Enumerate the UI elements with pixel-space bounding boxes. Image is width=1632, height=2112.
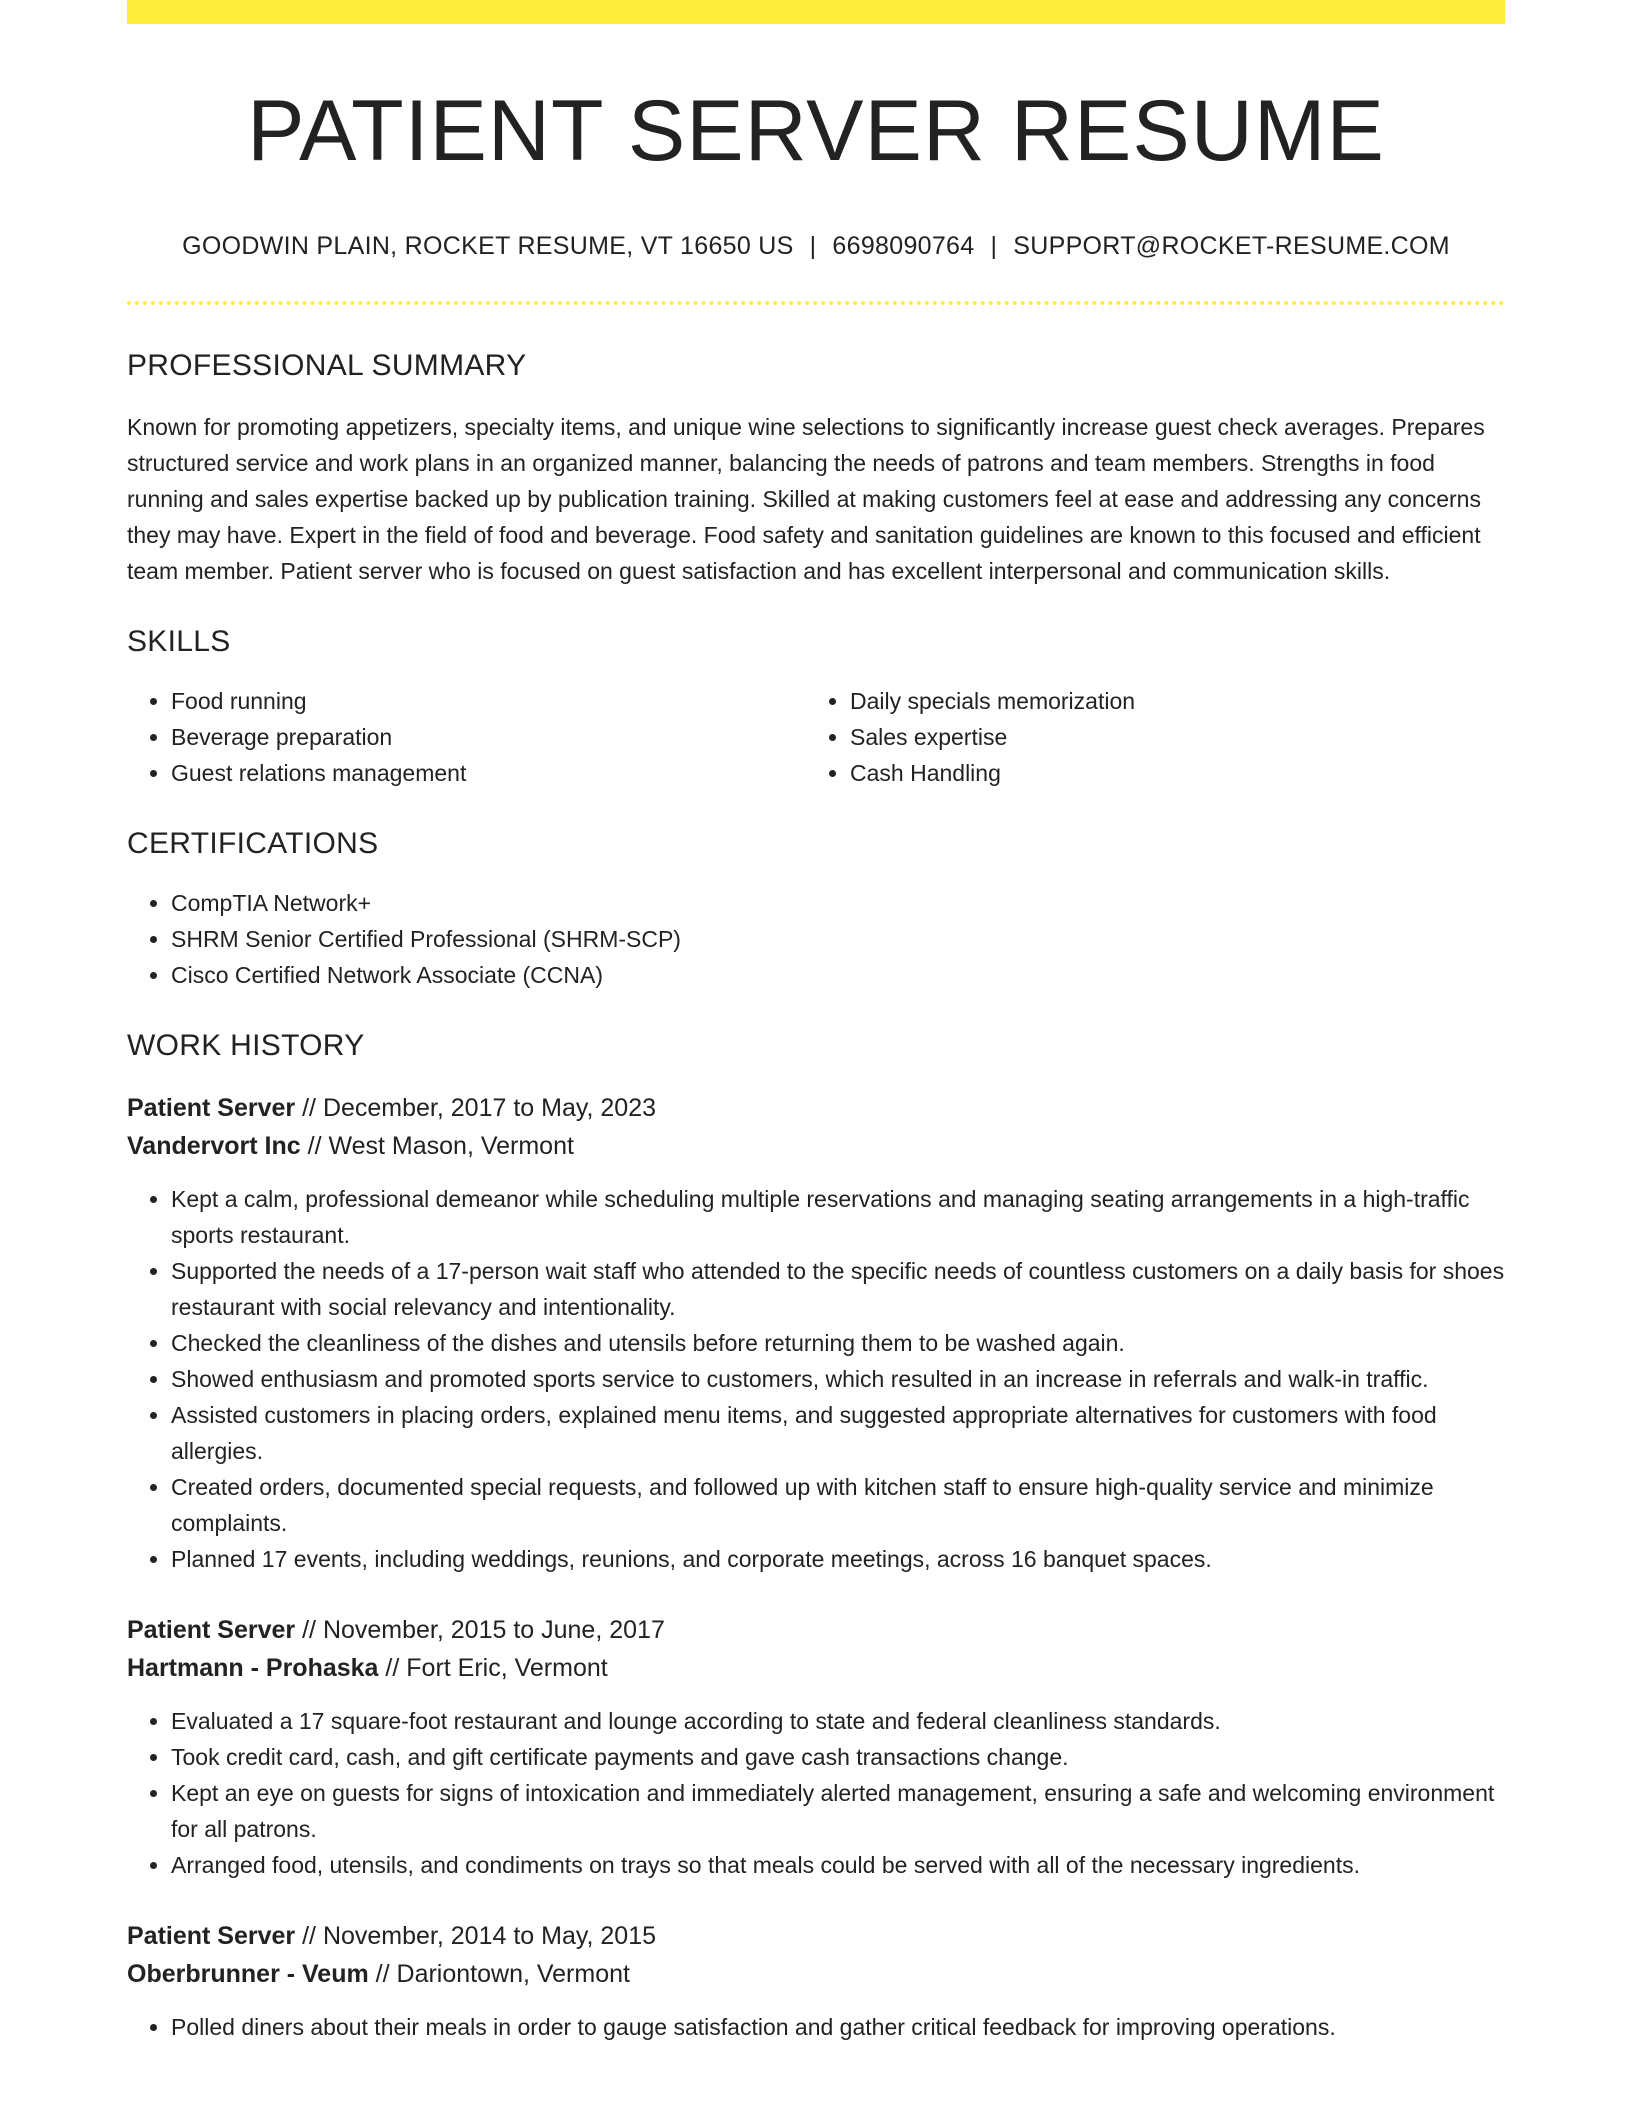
certification-item: • Cisco Certified Network Associate (CCNA) (171, 957, 1505, 993)
job-title-line (127, 1611, 1505, 1649)
job-location: West Mason, Vermont (328, 1132, 574, 1161)
job-company-line (127, 1649, 1505, 1687)
job-dates: December, 2017 to May, 2023 (322, 1094, 657, 1123)
skill-item: • Food running (171, 683, 806, 719)
job-bullet: • Supported the needs of a 17-person wait staff who attended to the specific needs of countless customers on a daily basis for shoes restaurant with social relevancy and intentionality. (171, 1253, 1505, 1325)
job-entry (127, 1917, 1505, 2045)
work-history-list (127, 1089, 1505, 2045)
job-bullet: • Polled diners about their meals in order to gauge satisfaction and gather critical feedback for improving operations. (171, 2009, 1505, 2045)
job-bullets (127, 1181, 1505, 1577)
job-entry (127, 1611, 1505, 1883)
job-location: Dariontown, Vermont (396, 1960, 630, 1989)
job-company: Oberbrunner - Veum (127, 1960, 369, 1989)
job-company: Vandervort Inc (127, 1132, 301, 1161)
job-bullet: • Planned 17 events, including weddings, reunions, and corporate meetings, across 16 banquet spaces. (171, 1541, 1505, 1577)
contact-separator: | (809, 232, 817, 261)
resume-page (127, 0, 1505, 2045)
skill-item: • Beverage preparation (171, 719, 806, 755)
certification-item: • SHRM Senior Certified Professional (SHRM-SCP) (171, 921, 1505, 957)
job-title: Patient Server (127, 1616, 296, 1645)
skill-item: • Sales expertise (850, 719, 1485, 755)
job-dates: November, 2014 to May, 2015 (322, 1922, 657, 1951)
skills-column-right (806, 683, 1485, 791)
resume-title: PATIENT SERVER RESUME (247, 83, 1385, 179)
skills-list (127, 683, 1505, 791)
contact-separator: | (990, 232, 998, 261)
job-bullet: • Kept a calm, professional demeanor while scheduling multiple reservations and managing seating arrangements in a high-traffic sports restaurant. (171, 1181, 1505, 1253)
summary-heading: PROFESSIONAL SUMMARY (127, 349, 527, 383)
contact-line (127, 232, 1505, 261)
skills-heading: SKILLS (127, 625, 231, 659)
job-bullet: • Kept an eye on guests for signs of intoxication and immediately alerted management, ensuring a safe and welcoming environment for all patrons. (171, 1775, 1505, 1847)
job-delimiter: // (300, 1132, 329, 1161)
work-history-heading: WORK HISTORY (127, 1029, 365, 1063)
job-delimiter: // (378, 1654, 407, 1683)
job-title: Patient Server (127, 1094, 296, 1123)
job-title-line (127, 1089, 1505, 1127)
job-bullet: • Took credit card, cash, and gift certificate payments and gave cash transactions change. (171, 1739, 1505, 1775)
job-bullet: • Showed enthusiasm and promoted sports service to customers, which resulted in an increase in referrals and walk-in traffic. (171, 1361, 1505, 1397)
job-company-line (127, 1127, 1505, 1165)
job-bullet: • Created orders, documented special requests, and followed up with kitchen staff to ensure high-quality service and minimize complaints. (171, 1469, 1505, 1541)
job-location: Fort Eric, Vermont (406, 1654, 608, 1683)
job-title: Patient Server (127, 1922, 296, 1951)
contact-address: GOODWIN PLAIN, ROCKET RESUME, VT 16650 US (182, 232, 794, 261)
job-bullets (127, 1703, 1505, 1883)
job-bullet: • Arranged food, utensils, and condiments on trays so that meals could be served with all of the necessary ingredients. (171, 1847, 1505, 1883)
certifications-list (127, 885, 1505, 993)
job-bullets (127, 2009, 1505, 2045)
dotted-divider (127, 301, 1505, 305)
job-delimiter: // (295, 1922, 323, 1951)
summary-text: Known for promoting appetizers, specialty items, and unique wine selections to significantly increase guest check averages. Prepares structured service and work plans in an organized manner, balancing the needs of patrons and team members. Strengths in food running and sales expertise backed up by publication training. Skilled at making customers feel at ease and addressing any concerns they may have. Expert in the field of food and beverage. Food safety and sanitation guidelines are known to this focused and efficient team member. Patient server who is focused on guest satisfaction and has excellent interpersonal and communication skills. (127, 414, 1485, 585)
skill-item: • Daily specials memorization (850, 683, 1485, 719)
certification-item: • CompTIA Network+ (171, 885, 1505, 921)
certifications-heading: CERTIFICATIONS (127, 827, 379, 861)
job-dates: November, 2015 to June, 2017 (322, 1616, 665, 1645)
job-entry (127, 1089, 1505, 1577)
job-company: Hartmann - Prohaska (127, 1654, 379, 1683)
job-company-line (127, 1955, 1505, 1993)
skill-item: • Cash Handling (850, 755, 1485, 791)
job-delimiter: // (368, 1960, 397, 1989)
skill-item: • Guest relations management (171, 755, 806, 791)
contact-email: SUPPORT@ROCKET-RESUME.COM (1013, 232, 1450, 261)
skills-column-left (127, 683, 806, 791)
job-bullet: • Evaluated a 17 square-foot restaurant and lounge according to state and federal cleanliness standards. (171, 1703, 1505, 1739)
job-delimiter: // (295, 1094, 323, 1123)
accent-bar (127, 0, 1505, 24)
job-delimiter: // (295, 1616, 323, 1645)
job-bullet: • Checked the cleanliness of the dishes and utensils before returning them to be washed again. (171, 1325, 1505, 1361)
contact-phone: 6698090764 (832, 232, 975, 261)
job-title-line (127, 1917, 1505, 1955)
job-bullet: • Assisted customers in placing orders, explained menu items, and suggested appropriate alternatives for customers with food allergies. (171, 1397, 1505, 1469)
